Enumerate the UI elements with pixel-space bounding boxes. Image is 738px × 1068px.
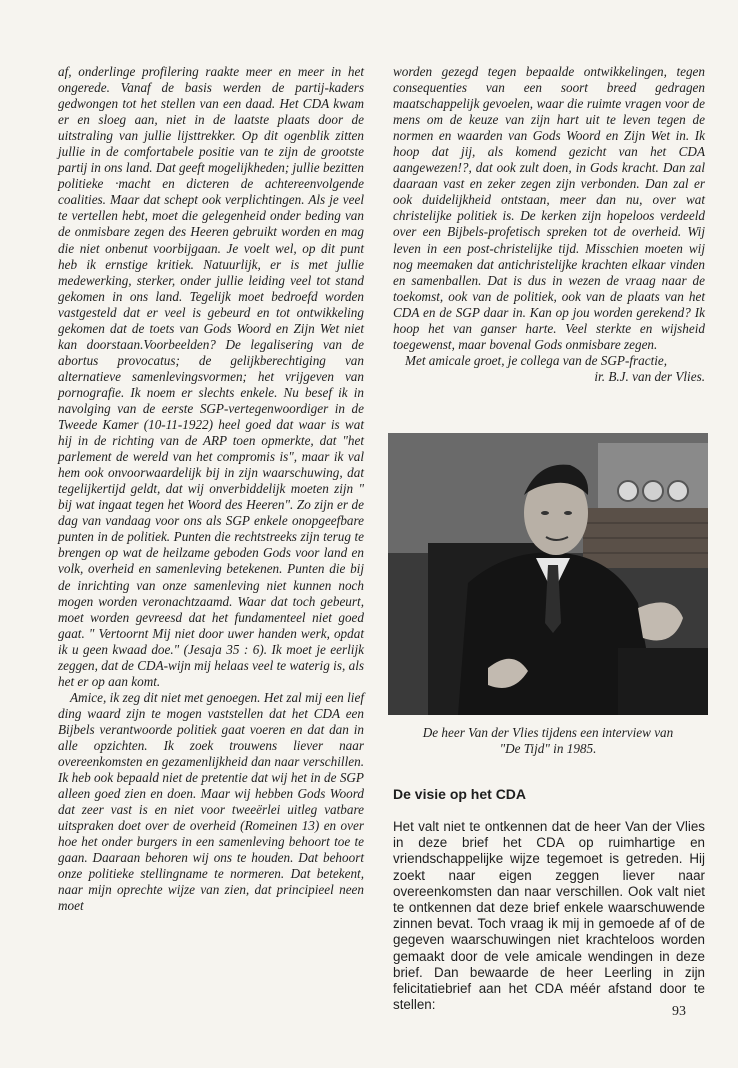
photo-caption [388,725,708,757]
photo-caption-line1: De heer Van der Vlies tijdens een interview van [422,725,674,740]
section-heading: De visie op het CDA [393,786,527,802]
photo-illustration [388,433,708,715]
letter-signature: ir. B.J. van der Vlies. [594,368,705,384]
section-body: Het valt niet te ontkennen dat de heer Van der Vlies in deze brief het CDA op ruimhartige en vriendschappelijke wijze tegemoet is getreden. Hij zoekt naar eigen zeggen liever naar overeenkomsten dan naar verschillen. Ook valt niet te ontkennen dat deze brief enkele waarschuwende zinnen bevat. Toch vraag ik mij in gemoede af of de gegeven waarschuwingen niet krachteloos worden gemaakt door de vele amicale wendingen in deze brief. Dan bewaarde de heer Leerling in zijn felicitatiebrief aan het CDA méér afstand door te stellen: [393,819,705,1013]
letter-text-part2: Amice, ik zeg dit niet met genoegen. Het zal mij een lief ding waard zijn te mogen vaststellen dat het CDA een Bijbels verantwoorde politiek gaat voeren en dat dan in alle opzichten. Ik zoek trouwens liever naar overeenkomsten en gezamenlijkheid dan naar verschillen. Ik heb ook bepaald niet de pretentie dat wij het in de SGP alleen goed zien en doen. Maar wij hebben Gods Woord dat zeer vast is en niet voor tweeërlei uitleg vatbare uitspraken doet over de overheid (Romeinen 13) en over hoe het onder burgers in een samenleving behoort toe te gaan. Daaraan behoren wij ons te houden. Dat behoort onze politieke stellingname te normeren. Dat betekent, naar mijn oprechte wijze van zien, dat principieel neen moet [58,689,364,914]
right-column [393,64,705,385]
letter-text-continued: worden gezegd tegen bepaalde ontwikkelingen, tegen consequenties van een soort breed gedragen maatschappelijk gevoelen, waar die ruimte vragen voor de mens om de keuze van zijn hart uit te leven tegen de normen en waarden van Gods Woord en Zijn Wet in. Ik hoop dat jij, als komend gezicht van het CDA aangewezen!?, dat ook zult doen, in Gods kracht. Dan zal daaraan vast en zeker zegen zijn verbonden. Dan zal er ook duidelijkheid ontstaan, meer dan nu, over wat christelijke politiek is. De kerken zijn hopeloos verdeeld over een Bijbels-profetisch spreken tot de overheid. Wij leven in een post-christelijke tijd. Misschien moeten wij nog meemaken dat antichristelijke krachten elkaar vinden en samenballen. Dat is dus in wezen de vraag naar de toekomst, ook van de politiek, ook van de plaats van het CDA en de SGP daar in. Kan op jou worden gerekend? Ik hoop het van ganser harte. Veel sterkte en wijsheid toegewenst, maar bovenal Gods onmisbare zegen. [393,64,705,352]
left-column [58,64,364,914]
page-number: 93 [672,1004,686,1019]
interview-photo [388,433,708,715]
letter-text-part1: af, onderlinge profilering raakte meer en meer in het ongerede. Vanaf de basis werden de partij-kaders gedwongen tot het stellen van een daad. Het CDA kwam er en sloeg aan, niet in de laatste plaats door de uitstraling van jullie lijsttrekker. Op dit ogenblik zitten jullie in de comfortabele positie van te zijn de grootste partij in ons land. Dat geeft mogelijkheden; jullie bezitten politieke ·macht en dicteren de achtereenvolgende coalities. Maar dat schept ook verplichtingen. Als je veel te vertellen hebt, moet die gelegenheid onder beding van de onmisbare zegen des Heeren gebruikt worden en mag die niet onbenut voorbijgaan. Je voelt wel, op dit punt heb ik ernstige kritiek. Natuurlijk, er is met jullie medewerking, sterker, onder jullie leiding veel tot stand gekomen in ons land. Tegelijk moet bedroefd worden vastgesteld dat er veel is gebeurd en tot ontwikkeling gekomen dat de toets van Gods Woord en Zijn Wet niet kan doorstaan.Voorbeelden? De legalisering van de abortus provocatus; de gelijkberechtiging van alternatieve samenlevingsvormen; het vrijgeven van pornografie. Ik noem er slechts enkele. Nu besef ik in navolging van de eerste SGP-vertegenwoordiger in de Tweede Kamer (10-11-1922) heel goed dat waar is wat hij in de richting van de ARP toen opmerkte, dat "het parlement de wereld van het compromis is", maar ik val hem ook onvoorwaardelijk bij in zijn waarschuwing, dat tegelijkertijd geldt, dat wij onverbiddelijk moeten zijn " bij wat ingaat tegen het Woord des Heeren". Zo zijn er de dag van vandaag voor ons als SGP enkele onopgeefbare punten in de politiek. Punten die rechtstreeks zijn terug te brengen op wat de heilzame geboden Gods voor land en volk, overheid en samenleving betekenen. Punten die bij de inrichting van onze samenleving niet kunnen noch mogen worden veronachtzaamd. Waar dat toch gebeurt, moet worden gevreesd dat het fundamenteel niet goed gaat. " Vertoornt Mij niet door uwer handen werk, opdat ik u geen kwaad doe." (Jesaja 35 : 6). Ik moet je eerlijk zeggen, dat de CDA-wijn mij helaas veel te waterig is, als het er op aan komt. [58,64,364,689]
letter-closing: Met amicale groet, je collega van de SGP-fractie, [405,352,668,368]
photo-caption-line2: "De Tijd" in 1985. [499,741,597,756]
